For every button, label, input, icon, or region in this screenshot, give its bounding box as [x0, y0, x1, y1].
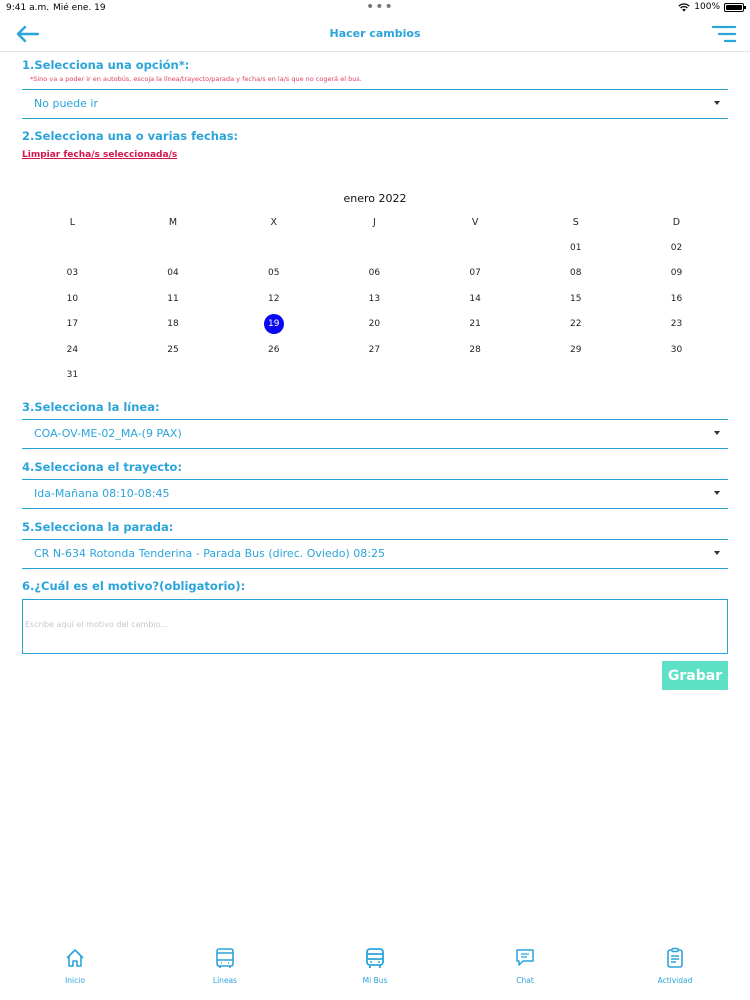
home-icon — [64, 947, 86, 969]
calendar-week-row — [22, 338, 727, 364]
calendar-weekday-label: S — [572, 217, 579, 228]
calendar-day-number: 01 — [570, 242, 582, 253]
calendar-weekday-label: D — [672, 217, 681, 228]
reason-textarea[interactable] — [23, 600, 727, 653]
chevron-down-icon — [714, 431, 720, 435]
calendar-day-number: 29 — [570, 344, 582, 355]
multitasking-dots[interactable]: ••• — [366, 0, 394, 15]
calendar-day-number: 10 — [66, 293, 79, 304]
calendar-day[interactable] — [525, 236, 626, 262]
filter-menu-icon[interactable] — [712, 24, 736, 44]
section-title-dates: 2.Selecciona una o varias fechas: — [22, 129, 239, 143]
tab-actividad[interactable] — [600, 940, 750, 1000]
calendar-day-number: 23 — [670, 319, 683, 329]
calendar-day[interactable] — [525, 261, 626, 287]
save-button[interactable]: Grabar — [662, 661, 728, 690]
section-title-stop: 5.Selecciona la parada: — [22, 520, 174, 534]
option-note: *Sino va a poder ir en autobús, escoja la línea/trayecto/parada y fecha/s en la/s que no cogerá el bus. — [30, 75, 362, 83]
calendar-day-number: 07 — [469, 268, 481, 278]
calendar-day-number: 13 — [368, 293, 381, 304]
calendar-day-number: 05 — [267, 268, 280, 278]
tab-label: Líneas — [212, 976, 238, 985]
calendar-day[interactable] — [22, 261, 123, 287]
calendar-day[interactable] — [324, 338, 425, 364]
calendar-day-number: 31 — [66, 370, 79, 380]
chevron-down-icon — [714, 551, 720, 555]
line-select[interactable] — [22, 419, 728, 449]
tab-lineas[interactable] — [150, 940, 300, 1000]
reason-box — [22, 599, 728, 654]
wifi-icon — [678, 3, 690, 12]
tab-label: Chat — [516, 976, 534, 985]
calendar-day[interactable] — [22, 312, 123, 338]
calendar-day[interactable] — [626, 287, 727, 313]
calendar-day[interactable] — [425, 312, 526, 338]
calendar-day[interactable] — [626, 236, 727, 262]
clipboard-icon — [664, 947, 686, 969]
calendar-day[interactable] — [324, 261, 425, 287]
route-select-value: Ida-Mañana 08:10-08:45 — [34, 487, 170, 500]
calendar-day[interactable] — [425, 261, 526, 287]
calendar-day-number: 11 — [167, 293, 179, 304]
calendar-day-number: 15 — [570, 293, 582, 304]
section-title-option: 1.Selecciona una opción*: — [22, 58, 190, 72]
section-title-line: 3.Selecciona la línea: — [22, 400, 160, 414]
calendar-weekday-label: V — [471, 217, 479, 228]
calendar-empty-cell — [324, 236, 425, 262]
calendar-day[interactable] — [223, 338, 324, 364]
option-select[interactable] — [22, 89, 728, 119]
calendar-day[interactable] — [22, 338, 123, 364]
calendar-day-number: 26 — [267, 344, 280, 355]
calendar-day[interactable] — [223, 287, 324, 313]
calendar-empty-cell — [626, 363, 727, 389]
calendar-week-row — [22, 261, 727, 287]
calendar-day[interactable] — [626, 338, 727, 364]
calendar-weekday-label: L — [69, 217, 75, 228]
calendar-empty-cell — [22, 236, 123, 262]
calendar-day-number: 08 — [570, 268, 582, 278]
calendar-day-number: 03 — [66, 268, 79, 278]
page-title: Hacer cambios — [329, 27, 421, 40]
calendar-day[interactable] — [22, 363, 123, 389]
calendar-empty-cell — [223, 363, 324, 389]
chevron-down-icon — [714, 491, 720, 495]
calendar-grid — [22, 210, 727, 389]
calendar-empty-cell — [123, 363, 224, 389]
calendar-weekday-label: M — [168, 217, 178, 228]
calendar-day[interactable] — [123, 312, 224, 338]
calendar-day-number: 21 — [469, 319, 481, 329]
calendar-month-title: enero 2022 — [343, 192, 407, 205]
section-title-route: 4.Selecciona el trayecto: — [22, 460, 183, 474]
calendar-day[interactable] — [525, 312, 626, 338]
calendar-day-number: 09 — [670, 268, 683, 278]
calendar-day-number: 18 — [167, 319, 179, 329]
calendar-day[interactable] — [324, 287, 425, 313]
tab-mi-bus[interactable] — [300, 940, 450, 1000]
calendar-week-row — [22, 236, 727, 262]
stop-select[interactable] — [22, 539, 728, 569]
calendar-week-row — [22, 287, 727, 313]
calendar-day-number: 25 — [167, 344, 179, 355]
calendar-empty-cell — [425, 236, 526, 262]
tab-inicio[interactable] — [0, 940, 150, 1000]
bus-icon — [364, 947, 386, 969]
calendar-day-number: 12 — [267, 293, 280, 304]
calendar-day[interactable] — [425, 338, 526, 364]
calendar-day-number: 06 — [368, 268, 381, 278]
calendar-day[interactable] — [525, 338, 626, 364]
calendar-empty-cell — [223, 236, 324, 262]
calendar-day-number: 02 — [670, 242, 683, 253]
bus-front-icon — [214, 947, 236, 969]
calendar-weekday-row — [22, 210, 727, 236]
calendar-day[interactable] — [425, 287, 526, 313]
calendar-week-row — [22, 363, 727, 389]
tab-label: Actividad — [657, 976, 693, 985]
section-title-reason: 6.¿Cuál es el motivo?(obligatorio): — [22, 579, 246, 593]
calendar-day[interactable] — [223, 261, 324, 287]
calendar-empty-cell — [525, 363, 626, 389]
calendar-day-number: 30 — [670, 344, 683, 355]
calendar-day-number: 04 — [167, 268, 179, 278]
calendar-weekday-label: J — [373, 217, 376, 228]
calendar-day[interactable] — [324, 312, 425, 338]
calendar-empty-cell — [425, 363, 526, 389]
calendar-day-number: 19 — [264, 314, 284, 334]
status-date: Mié ene. 19 — [53, 3, 106, 13]
calendar-day-number: 28 — [469, 344, 481, 355]
calendar-day[interactable] — [626, 312, 727, 338]
clear-dates-link[interactable]: Limpiar fecha/s seleccionada/s — [22, 150, 178, 160]
calendar-day-number: 17 — [66, 319, 79, 329]
calendar-empty-cell — [123, 236, 224, 262]
calendar-day[interactable] — [123, 261, 224, 287]
battery-percent: 100% — [694, 2, 720, 12]
option-select-value: No puede ir — [34, 97, 99, 110]
calendar-day-number: 16 — [670, 293, 683, 304]
battery-icon — [724, 3, 744, 12]
calendar-day-selected[interactable] — [223, 312, 324, 338]
calendar-day-number: 24 — [66, 344, 79, 355]
line-select-value: COA-OV-ME-02_MA-(9 PAX) — [34, 427, 182, 440]
nav-bar — [0, 16, 750, 52]
tab-label: Mi Bus — [362, 976, 388, 985]
calendar-day-number: 14 — [469, 293, 481, 304]
calendar-weekday-label: X — [270, 217, 277, 228]
calendar-day[interactable] — [626, 261, 727, 287]
calendar-empty-cell — [324, 363, 425, 389]
status-bar — [0, 0, 750, 16]
tab-label: Inicio — [65, 976, 85, 985]
route-select[interactable] — [22, 479, 728, 509]
tab-chat[interactable] — [450, 940, 600, 1000]
calendar-day-number: 22 — [570, 319, 582, 329]
calendar-day[interactable] — [525, 287, 626, 313]
calendar-day[interactable] — [22, 287, 123, 313]
calendar-day-number: 20 — [368, 319, 381, 329]
tab-bar — [0, 940, 750, 1000]
calendar-day-number: 27 — [368, 344, 381, 355]
stop-select-value: CR N-634 Rotonda Tenderina - Parada Bus (direc. Oviedo) 08:25 — [34, 547, 385, 560]
status-indicators — [678, 2, 744, 12]
chat-icon — [514, 947, 536, 969]
calendar-day[interactable] — [123, 287, 224, 313]
calendar-week-row — [22, 312, 727, 338]
chevron-down-icon — [714, 101, 720, 105]
calendar-day[interactable] — [123, 338, 224, 364]
status-time: 9:41 a.m. — [6, 3, 50, 13]
